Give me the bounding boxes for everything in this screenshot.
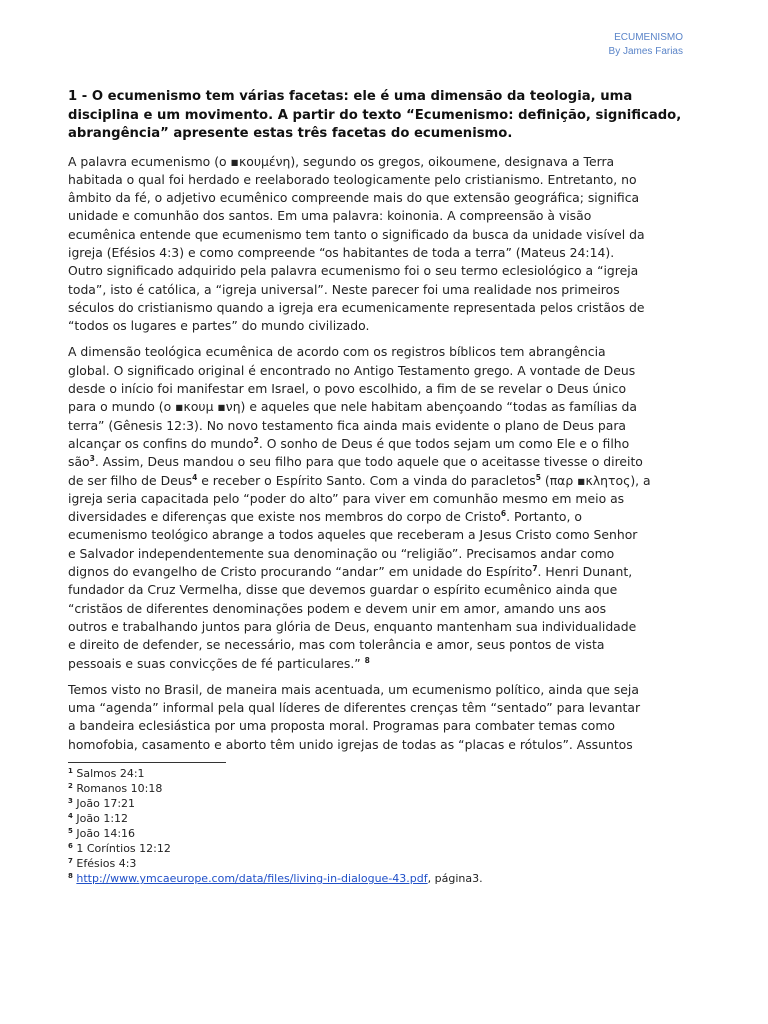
paragraph-line: homofobia, casamento e aborto têm unido igrejas de todas as “placas e rótulos”. Assuntos	[68, 736, 633, 752]
paragraph-line: de ser filho de Deus$^4$ e receber o Espírito Santo. Com a vinda do paracletos$^5$ (παρ ▪κλητος), a	[68, 472, 651, 488]
question-line: abrangência” apresente estas três facetas do ecumenismo.	[68, 126, 513, 141]
paragraph-line: e direito de defender, se necessário, mas com tolerância e amor, seus pontos de vista	[68, 637, 605, 653]
paragraph-line: “todos os lugares e partes” do mundo civilizado.	[68, 318, 370, 334]
paragraph-line: a bandeira eclesiástica por uma proposta moral. Programas para combater temas como	[68, 718, 616, 734]
footnote-ref[interactable]: 4	[192, 472, 198, 482]
document-header	[609, 31, 683, 59]
footnote-ref[interactable]: 5	[535, 472, 541, 482]
paragraph-2	[68, 343, 708, 672]
footnote-separator	[68, 762, 226, 763]
paragraph-3	[68, 681, 708, 754]
paragraph-line: Outro significado adquirido pela palavra ecumenismo foi o seu termo eclesiológico a “igreja	[68, 263, 639, 279]
paragraph-1	[68, 153, 708, 336]
paragraph-line: Temos visto no Brasil, de maneira mais acentuada, um ecumenismo político, ainda que seja	[68, 681, 639, 697]
paragraph-line: dignos do evangelho de Cristo procurando “andar” em unidade do Espírito$^7$. Henri Dunant,	[68, 564, 633, 580]
paragraph-line: A palavra ecumenismo (o ▪κουμένη), segundo os gregos, oikoumene, designava a Terra	[68, 153, 615, 169]
paragraph-line: “cristãos de diferentes denominações podem e devem unir em amor, amando uns aos	[68, 600, 607, 616]
footnote: $^8$ http://www.ymcaeurope.com/data/files/living-in-dialogue-43.pdf, página3.	[68, 872, 483, 885]
paragraph-line: toda”, isto é católica, a “igreja universal”. Neste parecer foi uma realidade nos primeiros	[68, 281, 620, 297]
header-author: By James Farias	[608, 46, 683, 57]
paragraph-line: unidade e comunhão dos santos. Em uma palavra: koinonia. A compreensão à visão	[68, 208, 592, 224]
paragraph-line: outros e trabalhando juntos para glória de Deus, enquanto mantenham sua individualidade	[68, 618, 637, 634]
paragraph-line: A dimensão teológica ecumênica de acordo com os registros bíblicos tem abrangência	[68, 344, 606, 360]
paragraph-line: âmbito da fé, o adjetivo ecumênico compreende mais do que extensão geográfica; significa	[68, 190, 640, 206]
paragraph-line: igreja seria capacitada pelo “poder do alto” para viver em comunhão mesmo em meio as	[68, 490, 625, 506]
paragraph-line: habitada o qual foi herdado e reelaborado teologicamente pelo cristianismo. Entretanto, no	[68, 171, 637, 187]
question-heading	[68, 88, 708, 144]
paragraph-line: terra” (Gênesis 12:3). No novo testamento fica ainda mais evidente o plano de Deus para	[68, 417, 627, 433]
footnote-ref[interactable]: 3	[89, 454, 95, 464]
footnote-link[interactable]: http://www.ymcaeurope.com/data/files/living-in-dialogue-43.pdf	[76, 872, 428, 885]
paragraph-line: uma “agenda” informal pela qual líderes de diferentes crenças têm “sentado” para levantar	[68, 700, 641, 716]
footnote: $^1$ Salmos 24:1	[68, 767, 145, 780]
footnotes	[68, 766, 708, 886]
footnote: $^6$ 1 Coríntios 12:12	[68, 842, 171, 855]
paragraph-line: e Salvador independentemente sua denominação ou “religião”. Precisamos andar como	[68, 545, 615, 561]
document-body	[68, 88, 708, 886]
footnote-ref[interactable]: 8	[364, 655, 370, 665]
footnote: $^4$ João 1:12	[68, 812, 129, 825]
paragraph-line: fundador da Cruz Vermelha, disse que devemos guardar o espírito ecumênico ainda que	[68, 582, 618, 598]
paragraph-line: global. O significado original é encontrado no Antigo Testamento grego. A vontade de Deus	[68, 362, 636, 378]
paragraph-line: igreja (Efésios 4:3) e como compreende “os habitantes de toda a terra” (Mateus 24:14).	[68, 244, 615, 260]
paragraph-line: séculos do cristianismo quando a igreja era ecumenicamente representada pelos cristãos de	[68, 299, 645, 315]
footnote: $^5$ João 14:16	[68, 827, 136, 840]
footnote: $^3$ João 17:21	[68, 797, 136, 810]
question-line: disciplina e um movimento. A partir do texto “Ecumenismo: definição, significado,	[68, 107, 682, 123]
footnote-ref[interactable]: 7	[532, 564, 538, 574]
paragraph-line: ecumênica entende que ecumenismo tem tanto o significado da busca da unidade visível da	[68, 226, 645, 242]
footnote-ref[interactable]: 6	[500, 509, 507, 519]
paragraph-line: são$^3$. Assim, Deus mandou o seu filho para que todo aquele que o aceitasse tivesse o direito	[68, 454, 643, 470]
paragraph-line: para o mundo (o ▪κουμ ▪νη) e aqueles que nele habitam abençoando “todas as famílias da	[68, 399, 637, 415]
paragraph-line: diversidades e diferenças que existe nos membros do corpo de Cristo$^6$. Portanto, o	[68, 509, 582, 525]
question-line: 1 - O ecumenismo tem várias facetas: ele é uma dimensão da teologia, uma	[68, 89, 633, 104]
footnote-ref[interactable]: 2	[253, 435, 259, 445]
footnote: $^7$ Efésios 4:3	[68, 857, 137, 870]
paragraph-line: ecumenismo teológico abrange a todos aqueles que receberam a Jesus Cristo como Senhor	[68, 527, 638, 543]
paragraph-line: alcançar os confins do mundo$^2$. O sonho de Deus é que todos sejam um como Ele e o filho	[68, 435, 630, 451]
paragraph-line: desde o início foi manifestar em Israel, o povo escolhido, a fim de se revelar o Deus único	[68, 381, 627, 397]
paragraph-line: pessoais e suas convicções de fé particulares.” $^8$	[68, 655, 370, 671]
footnote: $^2$ Romanos 10:18	[68, 782, 163, 795]
header-title: ECUMENISMO	[614, 32, 683, 43]
